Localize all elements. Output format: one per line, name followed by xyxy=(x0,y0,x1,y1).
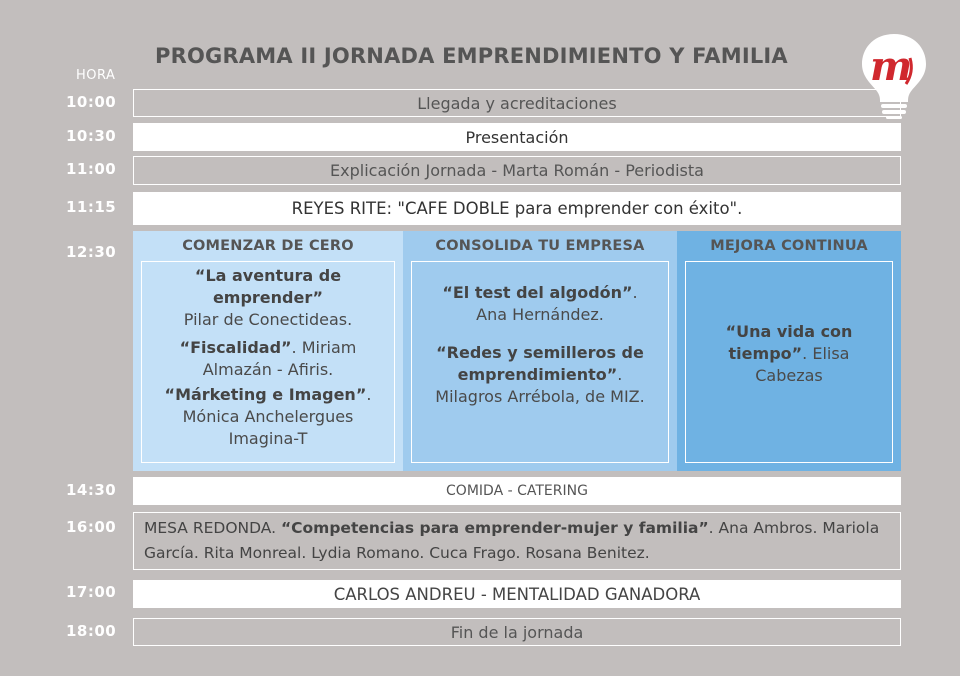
talk-title: “Fiscalidad” xyxy=(179,338,292,357)
talk-title: “Redes y semilleros de emprendimiento” xyxy=(436,343,644,384)
parallel-sessions xyxy=(133,231,901,471)
schedule-row: Llegada y acreditaciones xyxy=(133,89,901,117)
time-label: 17:00 xyxy=(66,583,117,601)
talk-speaker: . Ana Hernández. xyxy=(476,283,638,324)
talk-item xyxy=(430,282,650,326)
schedule-row: REYES RITE: "CAFE DOBLE para emprender con éxito". xyxy=(133,192,901,225)
talk-item xyxy=(709,321,869,387)
talk-item xyxy=(158,265,378,331)
talk-speaker: . Milagros Arrébola, de MIZ. xyxy=(435,365,645,406)
talk-title: “La aventura de emprender” xyxy=(194,266,342,307)
time-label: 10:00 xyxy=(66,93,117,111)
mesa-speakers: . Ana Ambros. Mariola García. Rita Monreal. Lydia Romano. Cuca Frago. Rosana Benitez. xyxy=(144,519,880,562)
time-label: 12:30 xyxy=(66,243,117,261)
session-column-consolida xyxy=(403,231,677,471)
session-title: COMENZAR DE CERO xyxy=(182,238,354,254)
mesa-title: “Competencias para emprender-mujer y familia” xyxy=(280,519,709,537)
talk-item xyxy=(163,337,373,381)
schedule-row: CARLOS ANDREU - MENTALIDAD GANADORA xyxy=(133,580,901,608)
talk-speaker: . Elisa Cabezas xyxy=(755,344,850,385)
time-label: 11:15 xyxy=(66,198,117,216)
talk-item xyxy=(148,384,388,450)
time-label: 11:00 xyxy=(66,160,117,178)
time-label: 16:00 xyxy=(66,518,117,536)
talk-title: “El test del algodón” xyxy=(442,283,633,302)
schedule-row: Explicación Jornada - Marta Román - Periodista xyxy=(133,156,901,185)
logo-letter: m xyxy=(870,43,913,90)
talk-title: “Una vida con tiempo” xyxy=(725,322,853,363)
page-title: PROGRAMA II JORNADA EMPRENDIMIENTO Y FAMILIA xyxy=(155,44,788,68)
time-label: 18:00 xyxy=(66,622,117,640)
mesa-prefix: MESA REDONDA. xyxy=(144,519,281,537)
session-column-mejora xyxy=(677,231,901,471)
hora-label: HORA xyxy=(76,68,116,83)
schedule-row: COMIDA - CATERING xyxy=(133,477,901,505)
session-body xyxy=(685,261,893,463)
session-title: CONSOLIDA TU EMPRESA xyxy=(435,238,645,254)
session-column-comenzar xyxy=(133,231,403,471)
schedule-row: Presentación xyxy=(133,123,901,151)
schedule-row: Fin de la jornada xyxy=(133,618,901,646)
talk-speaker: . Miriam Almazán - Afiris. xyxy=(202,338,357,379)
talk-speaker: Pilar de Conectideas. xyxy=(183,310,353,329)
mesa-redonda xyxy=(133,512,901,570)
talk-title: “Márketing e Imagen” xyxy=(164,385,367,404)
talk-item xyxy=(425,342,655,408)
session-body xyxy=(411,261,669,463)
time-label: 14:30 xyxy=(66,481,117,499)
talk-speaker: . Mónica Anchelergues Imagina-T xyxy=(182,385,372,448)
session-title: MEJORA CONTINUA xyxy=(710,238,868,254)
time-label: 10:30 xyxy=(66,127,117,145)
session-body xyxy=(141,261,395,463)
